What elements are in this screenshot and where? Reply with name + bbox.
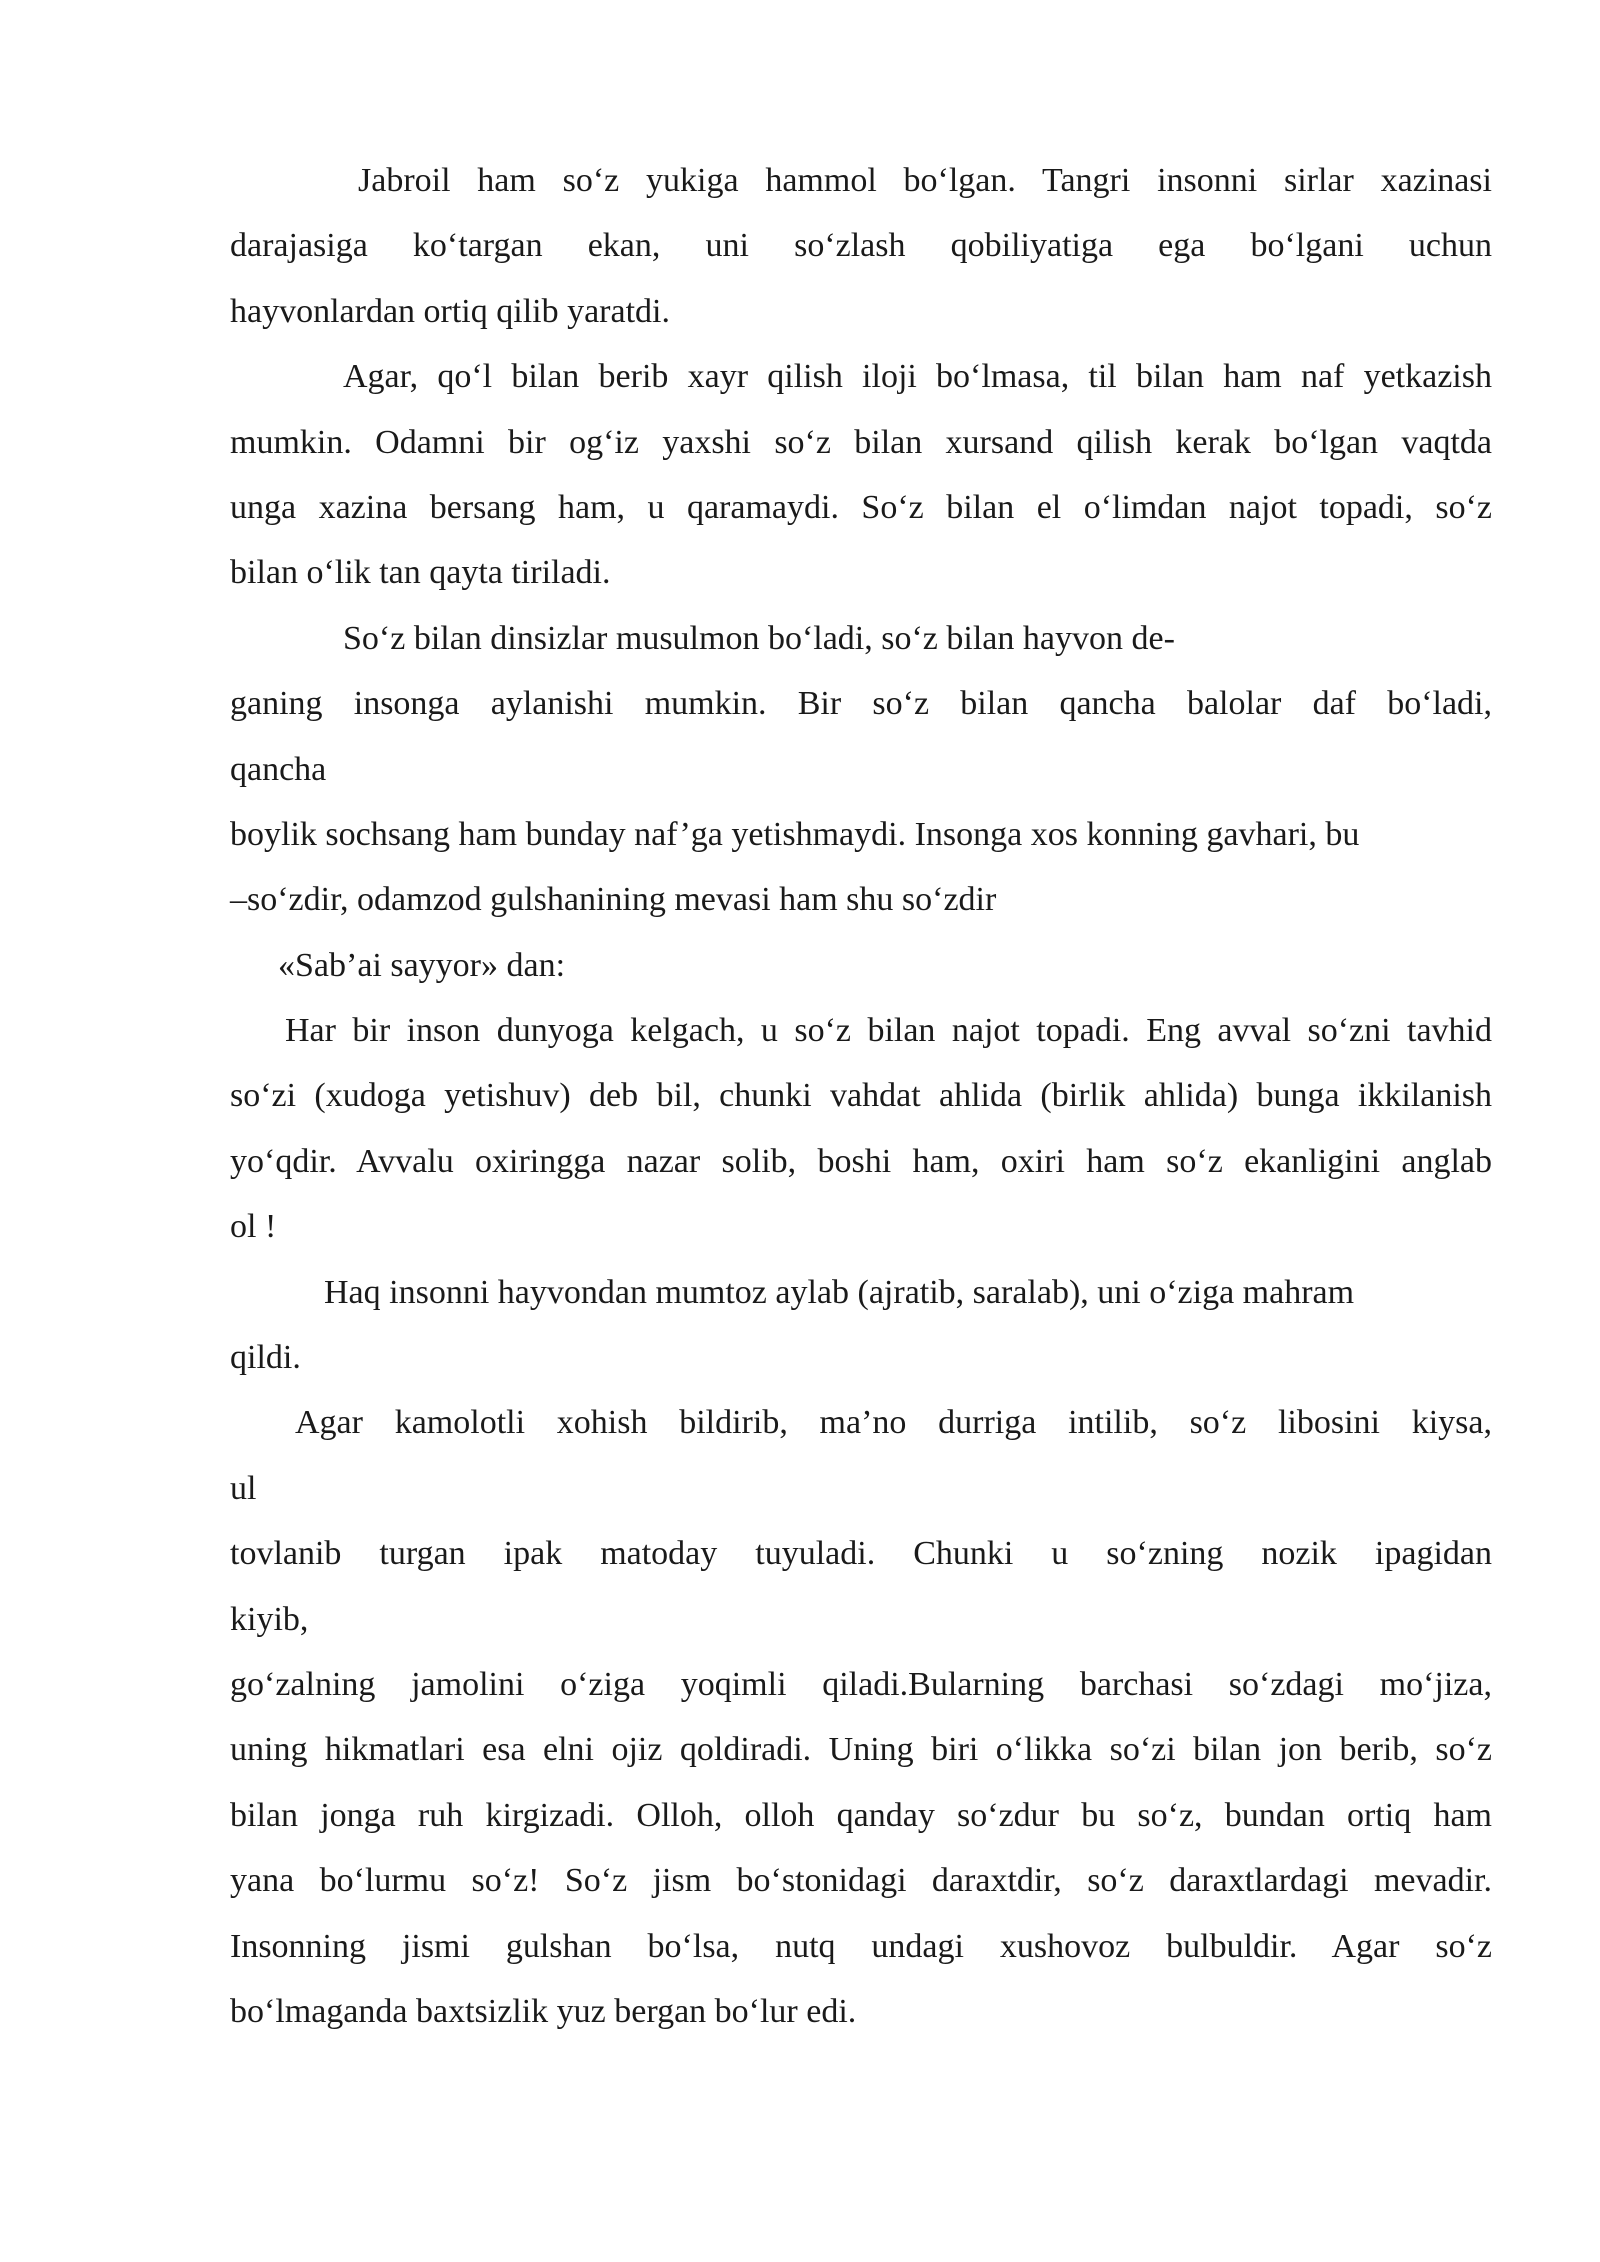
text-line: uning hikmatlari esa elni ojiz qoldiradi. Uning biri o‘likka so‘zi bilan jon berib, so‘z [230, 1731, 1492, 1769]
text-line: So‘z bilan dinsizlar musulmon bo‘ladi, so‘z bilan hayvon de- [343, 619, 1175, 657]
text-line: unga xazina bersang ham, u qaramaydi. So‘z bilan el o‘limdan najot topadi, so‘z [230, 488, 1492, 526]
text-line: qancha [230, 750, 327, 788]
text-line: mumkin. Odamni bir og‘iz yaxshi so‘z bilan xursand qilish kerak bo‘lgan vaqtda [230, 423, 1492, 461]
text-line: Agar, qo‘l bilan berib xayr qilish iloji bo‘lmasa, til bilan ham naf yetkazish [343, 358, 1492, 396]
text-line: ganing insonga aylanishi mumkin. Bir so‘z bilan qancha balolar daf bo‘ladi, [230, 685, 1492, 723]
text-line: bilan jonga ruh kirgizadi. Olloh, olloh qanday so‘zdur bu so‘z, bundan ortiq ham [230, 1796, 1492, 1834]
text-line: Jabroil ham so‘z yukiga hammol bo‘lgan. Tangri insonni sirlar xazinasi [358, 162, 1492, 199]
text-line: ol ! [230, 1208, 277, 1246]
text-line: hayvonlardan ortiq qilib yaratdi. [230, 292, 670, 330]
text-line: Insonning jismi gulshan bo‘lsa, nutq undagi xushovoz bulbuldir. Agar so‘z [230, 1927, 1492, 1965]
text-line: so‘zi (xudoga yetishuv) deb bil, chunki vahdat ahlida (birlik ahlida) bunga ikkilanish [230, 1077, 1492, 1115]
text-line: bilan o‘lik tan qayta tiriladi. [230, 554, 611, 592]
text-line: go‘zalning jamolini o‘ziga yoqimli qiladi.Bularning barchasi so‘zdagi mo‘jiza, [230, 1665, 1492, 1703]
text-line: qildi. [230, 1339, 301, 1377]
text-line: tovlanib turgan ipak matoday tuyuladi. Chunki u so‘zning nozik ipagidan [230, 1535, 1492, 1573]
text-line: –so‘zdir, odamzod gulshanining mevasi ham shu so‘zdir [230, 881, 997, 919]
text-line: ul [230, 1469, 257, 1507]
text-line: boylik sochsang ham bunday naf’ga yetishmaydi. Insonga xos konning gavhari, bu [230, 815, 1360, 853]
text-line: Agar kamolotli xohish bildirib, ma’no durriga intilib, so‘z libosini kiysa, [295, 1404, 1492, 1442]
text-line: bo‘lmaganda baxtsizlik yuz bergan bo‘lur edi. [230, 1992, 857, 2030]
text-line: yana bo‘lurmu so‘z! So‘z jism bo‘stonidagi daraxtdir, so‘z daraxtlardagi mevadir. [230, 1862, 1492, 1900]
text-line: kiyib, [230, 1600, 309, 1638]
text-line: «Sab’ai sayyor» dan: [278, 946, 566, 984]
text-line: darajasiga ko‘targan ekan, uni so‘zlash qobiliyatiga ega bo‘lgani uchun [230, 227, 1492, 265]
text-line: yo‘qdir. Avvalu oxiringga nazar solib, boshi ham, oxiri ham so‘z ekanligini anglab [230, 1142, 1492, 1180]
text-line: Haq insonni hayvondan mumtoz aylab (ajratib, saralab), uni o‘ziga mahram [324, 1273, 1355, 1311]
text-line: Har bir inson dunyoga kelgach, u so‘z bilan najot topadi. Eng avval so‘zni tavhid [285, 1012, 1492, 1050]
document-body [230, 148, 1492, 2044]
